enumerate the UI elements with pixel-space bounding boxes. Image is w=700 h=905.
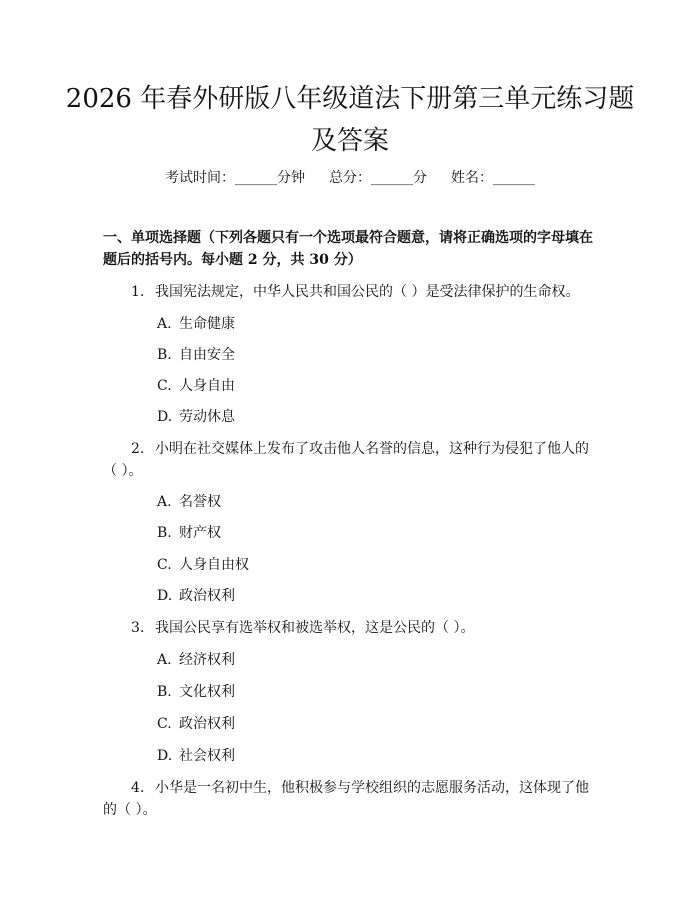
option-text: 生命健康 (179, 316, 235, 332)
option-letter: A. (157, 316, 172, 332)
option-letter: D. (157, 588, 173, 604)
document-title: 2026 年春外研版八年级道法下册第三单元练习题及答案 (65, 84, 635, 156)
exam-time-field: 考试时间：______分钟 (165, 170, 305, 186)
option-text: 劳动休息 (179, 409, 235, 425)
option-letter: A. (157, 652, 172, 668)
option-text: 人身自由 (179, 378, 235, 394)
question-2-option-a (157, 491, 221, 513)
question-number: 1. (131, 284, 145, 300)
total-score-field: 总分：______分 (329, 170, 427, 186)
question-number: 4. (131, 780, 145, 796)
question-1-option-d (157, 406, 235, 428)
question-3-option-c (157, 713, 235, 735)
option-letter: B. (157, 525, 172, 541)
exam-meta (0, 168, 700, 188)
student-name-field: 姓名：______ (451, 170, 535, 186)
section-heading: 一、单项选择题（下列各题只有一个选项最符合题意，请将正确选项的字母填在题后的括号内。每小题 2 分，共 30 分） (103, 230, 593, 268)
question-text: 我国宪法规定，中华人民共和国公民的（ ）是受法律保护的生命权。 (155, 284, 580, 300)
question-1-option-b (157, 344, 235, 366)
question-2 (103, 438, 600, 482)
question-4 (103, 777, 600, 821)
option-letter: D. (157, 409, 173, 425)
option-text: 名誉权 (179, 494, 221, 510)
question-3-option-d (157, 745, 235, 767)
question-2-option-d (157, 585, 235, 607)
question-1 (103, 281, 600, 303)
option-letter: B. (157, 347, 172, 363)
question-3-option-b (157, 681, 235, 703)
question-number: 2. (131, 441, 145, 457)
option-text: 财产权 (179, 525, 221, 541)
question-text: 小华是一名初中生，他积极参与学校组织的志愿服务活动，这体现了他的（ ）。 (103, 780, 589, 818)
question-text: 我国公民享有选举权和被选举权，这是公民的（ ）。 (155, 620, 475, 636)
option-text: 政治权利 (179, 716, 235, 732)
question-3-option-a (157, 649, 235, 671)
option-letter: C. (157, 716, 172, 732)
question-2-option-b (157, 522, 221, 544)
option-text: 社会权利 (179, 748, 235, 764)
question-1-option-c (157, 375, 235, 397)
option-text: 人身自由权 (179, 557, 249, 573)
option-text: 自由安全 (179, 347, 235, 363)
option-text: 文化权利 (179, 684, 235, 700)
question-3 (103, 617, 600, 639)
option-letter: C. (157, 378, 172, 394)
option-text: 政治权利 (179, 588, 235, 604)
question-1-option-a (157, 313, 235, 335)
option-letter: A. (157, 494, 172, 510)
option-letter: D. (157, 748, 173, 764)
question-text: 小明在社交媒体上发布了攻击他人名誉的信息，这种行为侵犯了他人的（ ）。 (103, 441, 589, 479)
option-letter: B. (157, 684, 172, 700)
option-letter: C. (157, 557, 172, 573)
option-text: 经济权利 (179, 652, 235, 668)
question-number: 3. (131, 620, 145, 636)
question-2-option-c (157, 554, 249, 576)
